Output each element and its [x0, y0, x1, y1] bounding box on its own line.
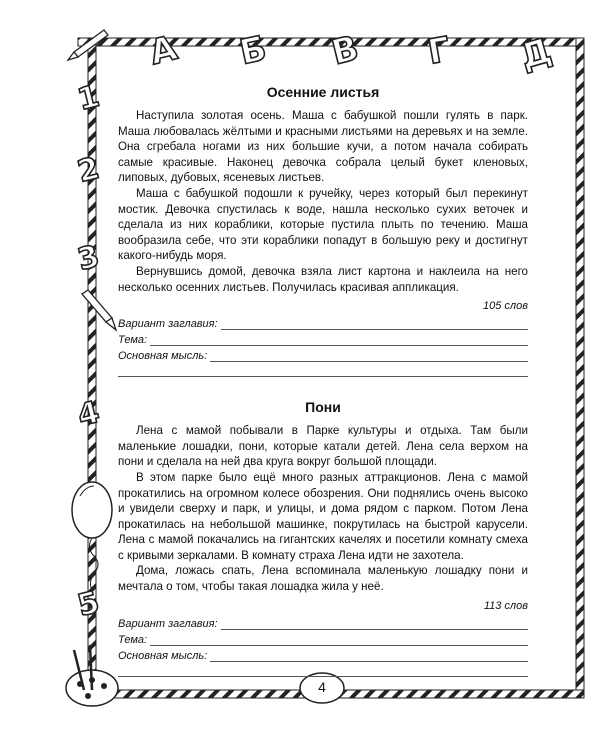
answer-line[interactable] — [221, 618, 528, 630]
story2-title: Пони — [305, 399, 341, 416]
answer-line[interactable] — [210, 350, 528, 362]
story1-main-idea-field[interactable] — [118, 347, 528, 362]
digit-1: 1 — [74, 78, 103, 118]
digit-3: 3 — [74, 238, 103, 278]
answer-line[interactable] — [210, 650, 528, 662]
digit-2: 2 — [74, 150, 103, 190]
field-label: Тема: — [118, 633, 148, 646]
story1-paragraph: Маша с бабушкой подошли к ручейку, через который был перекинут мостик. Девочка спустилась к воде, нашла несколько сухих веточек и сделала из них кораблики, которые пустила плыть по течению. Маша вообразила себе, что эти кораблики попадут в большую реку и достигнут какого-нибудь моря. — [118, 186, 528, 263]
story2-title-variant-field[interactable] — [118, 615, 528, 630]
letter-v: В — [327, 28, 363, 74]
digit-4: 4 — [74, 394, 103, 434]
letter-a: А — [145, 28, 181, 74]
story1-paragraph: Вернувшись домой, девочка взяла лист картона и наклеила на него несколько осенних листьев. Получилась красивая аппликация. — [118, 264, 528, 294]
field-label: Основная мысль: — [118, 350, 208, 363]
story1-title-variant-field[interactable] — [118, 315, 528, 330]
field-label: Тема: — [118, 334, 148, 347]
answer-line[interactable] — [150, 634, 528, 646]
digit-5: 5 — [74, 584, 103, 624]
page-number: 4 — [318, 679, 326, 695]
letter-b: Б — [236, 28, 270, 74]
page-content — [118, 80, 528, 677]
extra-answer-line[interactable] — [118, 365, 528, 377]
field-label: Вариант заглавия: — [118, 617, 218, 630]
story1-title: Осенние листья — [266, 84, 380, 100]
letter-d: Д — [515, 30, 556, 78]
story1-word-count: 105 слов — [483, 300, 528, 313]
story2-main-idea-field[interactable] — [118, 647, 528, 662]
right-border — [576, 38, 584, 698]
pencil-icon — [82, 290, 116, 330]
letter-g: Г — [424, 29, 454, 73]
story2-word-count: 113 слов — [483, 599, 528, 612]
extra-answer-line[interactable] — [118, 665, 528, 677]
story2-paragraph: Дома, ложась спать, Лена вспоминала маленькую лошадку пони и мечтала о том, чтобы такая лошадка жила у неё. — [118, 564, 528, 594]
left-border — [88, 38, 96, 698]
story1-theme-field[interactable] — [118, 331, 528, 346]
story2-theme-field[interactable] — [118, 631, 528, 646]
field-label: Основная мысль: — [118, 649, 208, 662]
answer-line[interactable] — [221, 318, 528, 330]
story2-paragraph: В этом парке было ещё много разных аттракционов. Лена с мамой прокатились на огромном колесе обозрения. Они поднялись очень высоко и увидели сверху и парк, и улицы, и дома рядом с парком. Потом Лена прокатилась на небольшой машинке, покрутилась на быстрой карусели. Лена с мамой покачались на гигантских качелях и посетили комнату смеха с кривыми зеркалами. В комнату страха Лена идти не захотела. — [118, 470, 528, 562]
story2-paragraph: Лена с мамой побывали в Парке культуры и отдыха. Там были маленькие лошадки, пони, которые катали детей. Лена села верхом на пони и сделала на ней два круга вокруг большой площади. — [118, 424, 528, 469]
top-border — [78, 38, 584, 46]
answer-line[interactable] — [150, 334, 528, 346]
story1-paragraph: Наступила золотая осень. Маша с бабушкой пошли гулять в парк. Маша любовалась жёлтыми и красными листьями на деревьях и на земле. Она сгребала ногами из них большие кучи, а потом начала собирать самые красивые. Наконец девочка собрала целый букет кленовых, липовых, дубовых, ясеневых листьев. — [118, 109, 528, 185]
field-label: Вариант заглавия: — [118, 318, 218, 331]
